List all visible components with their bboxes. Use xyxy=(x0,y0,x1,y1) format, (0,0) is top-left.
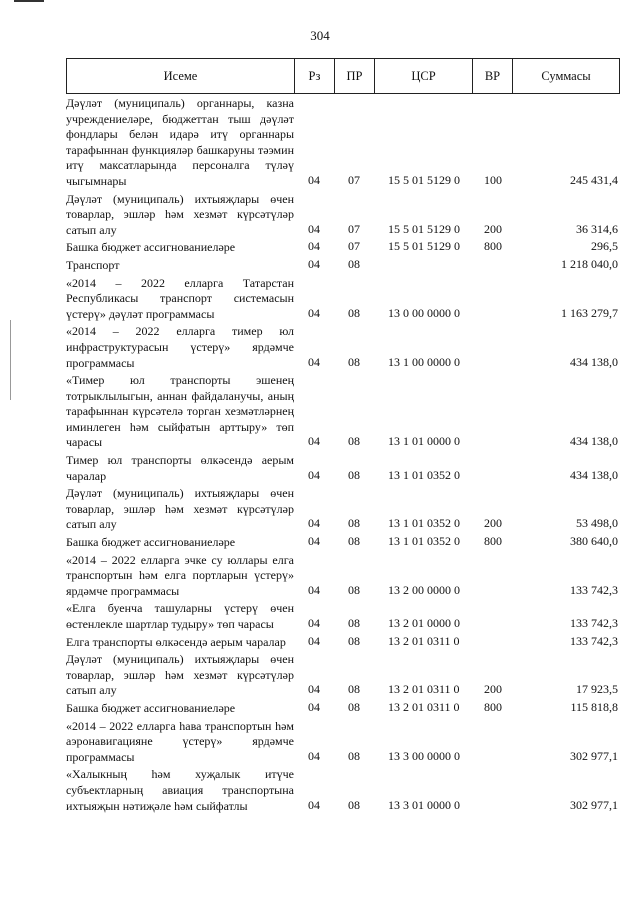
table-row xyxy=(66,275,626,324)
row-pr: 07 xyxy=(348,172,360,187)
row-pr: 08 xyxy=(348,354,360,369)
row-sum: 17 923,5 xyxy=(576,682,618,697)
row-rz: 04 xyxy=(308,748,320,763)
row-pr: 08 xyxy=(348,305,360,320)
row-csr: 13 1 01 0000 0 xyxy=(388,434,460,449)
row-sum: 53 498,0 xyxy=(576,516,618,531)
row-sum: 1 218 040,0 xyxy=(561,256,618,271)
row-name: Башка бюджет ассигнованиеләре xyxy=(66,700,236,715)
row-pr: 08 xyxy=(348,582,360,597)
table-row xyxy=(66,372,626,452)
row-sum: 434 138,0 xyxy=(570,434,618,449)
row-pr: 08 xyxy=(348,699,360,714)
row-rz: 04 xyxy=(308,239,320,254)
row-name: Дәүләт (муниципаль) ихтыяҗлары өчен товарлар, эшләр һәм хезмәт күрсәтүләр сатып алу xyxy=(66,191,294,237)
row-rz: 04 xyxy=(308,467,320,482)
table-row xyxy=(66,323,626,372)
row-rz: 04 xyxy=(308,434,320,449)
row-sum: 434 138,0 xyxy=(570,467,618,482)
row-rz: 04 xyxy=(308,172,320,187)
row-rz: 04 xyxy=(308,582,320,597)
row-rz: 04 xyxy=(308,797,320,812)
table-row xyxy=(66,700,626,718)
row-rz: 04 xyxy=(308,516,320,531)
row-sum: 302 977,1 xyxy=(570,797,618,812)
row-name: «2014 – 2022 елларга эчке су юллары елга транспортын һәм елга портларын үстерү» ярдәмче программасы xyxy=(66,552,294,598)
row-sum: 115 818,8 xyxy=(570,699,618,714)
table-row xyxy=(66,191,626,240)
row-rz: 04 xyxy=(308,633,320,648)
header-rz: Рз xyxy=(294,59,334,93)
row-name: Башка бюджет ассигнованиеләре xyxy=(66,535,236,550)
row-name: Тимер юл транспорты өлкәсендә аерым чаралар xyxy=(66,453,294,483)
row-vr: 200 xyxy=(484,516,502,531)
row-pr: 08 xyxy=(348,616,360,630)
row-pr: 08 xyxy=(348,797,360,812)
row-name: Дәүләт (муниципаль) ихтыяҗлары өчен товарлар, эшләр һәм хезмәт күрсәтүләр сатып алу xyxy=(66,486,294,532)
row-name: «Халыкның һәм хуҗалык итүче субъектларның авиация транспортына ихтыяҗын нәтиҗәле һәм сыйфатлы xyxy=(66,767,294,813)
row-vr: 800 xyxy=(484,534,502,549)
row-csr: 13 0 00 0000 0 xyxy=(388,305,460,320)
row-sum: 245 431,4 xyxy=(570,172,618,187)
row-csr: 13 2 01 0311 0 xyxy=(388,682,460,697)
row-name: «Елга буенча ташуларны үстерү өчен өстенлекле шартлар тудыру» төп чарасы xyxy=(66,601,294,631)
row-csr: 13 3 00 0000 0 xyxy=(388,748,460,763)
row-vr: 200 xyxy=(484,221,502,236)
row-csr: 15 5 01 5129 0 xyxy=(388,172,460,187)
row-vr: 800 xyxy=(484,699,502,714)
row-name: Транспорт xyxy=(66,257,120,272)
row-name: «2014 – 2022 елларга һава транспортын һәм аэронавигацияне үстерү» ярдәмче программасы xyxy=(66,718,294,764)
row-pr: 08 xyxy=(348,682,360,697)
row-rz: 04 xyxy=(308,354,320,369)
row-name: Дәүләт (муниципаль) органнары, казна учреждениеләре, бюджеттан тыш дәүләт фондлары белән идарә итү органнары тарафыннан функцияләр башкаруны тәэмин итү максатларында персоналга түләү чыгымнары xyxy=(66,96,294,188)
row-csr: 13 1 01 0352 0 xyxy=(388,534,460,549)
row-vr: 800 xyxy=(484,239,502,254)
row-rz: 04 xyxy=(308,305,320,320)
header-sum: Суммасы xyxy=(512,59,619,93)
table-row xyxy=(66,651,626,700)
row-sum: 380 640,0 xyxy=(570,534,618,549)
table-row xyxy=(66,534,626,552)
row-csr: 15 5 01 5129 0 xyxy=(388,221,460,236)
table-header xyxy=(66,58,620,94)
row-sum: 133 742,3 xyxy=(570,582,618,597)
row-pr: 08 xyxy=(348,534,360,549)
header-pr: ПР xyxy=(334,59,374,93)
row-rz: 04 xyxy=(308,699,320,714)
row-sum: 434 138,0 xyxy=(570,354,618,369)
table-body xyxy=(66,95,626,815)
row-csr: 13 1 01 0352 0 xyxy=(388,467,460,482)
header-csr: ЦСР xyxy=(374,59,472,93)
margin-scan-mark xyxy=(10,320,11,400)
table-row xyxy=(66,552,626,601)
row-pr: 08 xyxy=(348,516,360,531)
row-vr: 200 xyxy=(484,682,502,697)
row-rz: 04 xyxy=(308,221,320,236)
row-pr: 08 xyxy=(348,633,360,648)
table-row xyxy=(66,452,626,485)
row-pr: 08 xyxy=(348,748,360,763)
row-name: «Тимер юл транспорты эшенең тотрыклылыгын, аннан файдаланучы, аның тарафыннан күрсәтелә торган хезмәтләрнең иминлеген һәм сыйфатын арттыру» төп чарасы xyxy=(66,373,294,450)
row-rz: 04 xyxy=(308,534,320,549)
row-csr: 13 2 01 0311 0 xyxy=(388,699,460,714)
row-sum: 1 163 279,7 xyxy=(561,305,618,320)
table-row xyxy=(66,257,626,275)
row-csr: 13 2 01 0000 0 xyxy=(388,616,460,630)
row-csr: 13 3 01 0000 0 xyxy=(388,797,460,812)
page-number: 304 xyxy=(310,28,330,43)
row-csr: 15 5 01 5129 0 xyxy=(388,239,460,254)
row-name: «2014 – 2022 елларга Татарстан Республикасы транспорт системасын үстерү» дәүләт программасы xyxy=(66,275,294,321)
table-row xyxy=(66,600,626,633)
row-pr: 08 xyxy=(348,256,360,271)
row-pr: 08 xyxy=(348,434,360,449)
corner-scan-mark xyxy=(14,0,44,2)
table-row xyxy=(66,718,626,767)
row-vr: 100 xyxy=(484,172,502,187)
row-pr: 07 xyxy=(348,221,360,236)
row-pr: 08 xyxy=(348,467,360,482)
row-sum: 36 314,6 xyxy=(576,221,618,236)
row-pr: 07 xyxy=(348,239,360,254)
row-csr: 13 2 01 0311 0 xyxy=(388,633,460,648)
row-sum: 133 742,3 xyxy=(570,616,618,630)
row-csr: 13 2 00 0000 0 xyxy=(388,582,460,597)
table-row xyxy=(66,485,626,534)
row-csr: 13 1 00 0000 0 xyxy=(388,354,460,369)
row-rz: 04 xyxy=(308,682,320,697)
row-sum: 302 977,1 xyxy=(570,748,618,763)
row-name: «2014 – 2022 елларга тимер юл инфраструктурасын үстерү» ярдәмче программасы xyxy=(66,324,294,370)
row-name: Башка бюджет ассигнованиеләре xyxy=(66,240,236,255)
table-row xyxy=(66,239,626,257)
table-row xyxy=(66,95,626,191)
row-rz: 04 xyxy=(308,256,320,271)
row-name: Елга транспорты өлкәсендә аерым чаралар xyxy=(66,634,286,649)
row-sum: 296,5 xyxy=(591,239,618,254)
row-rz: 04 xyxy=(308,616,320,630)
row-sum: 133 742,3 xyxy=(570,633,618,648)
header-name: Исеме xyxy=(163,69,198,83)
row-name: Дәүләт (муниципаль) ихтыяҗлары өчен товарлар, эшләр һәм хезмәт күрсәтүләр сатып алу xyxy=(66,652,294,698)
row-csr: 13 1 01 0352 0 xyxy=(388,516,460,531)
table-row xyxy=(66,634,626,652)
header-vr: ВР xyxy=(472,59,512,93)
table-row xyxy=(66,766,626,815)
